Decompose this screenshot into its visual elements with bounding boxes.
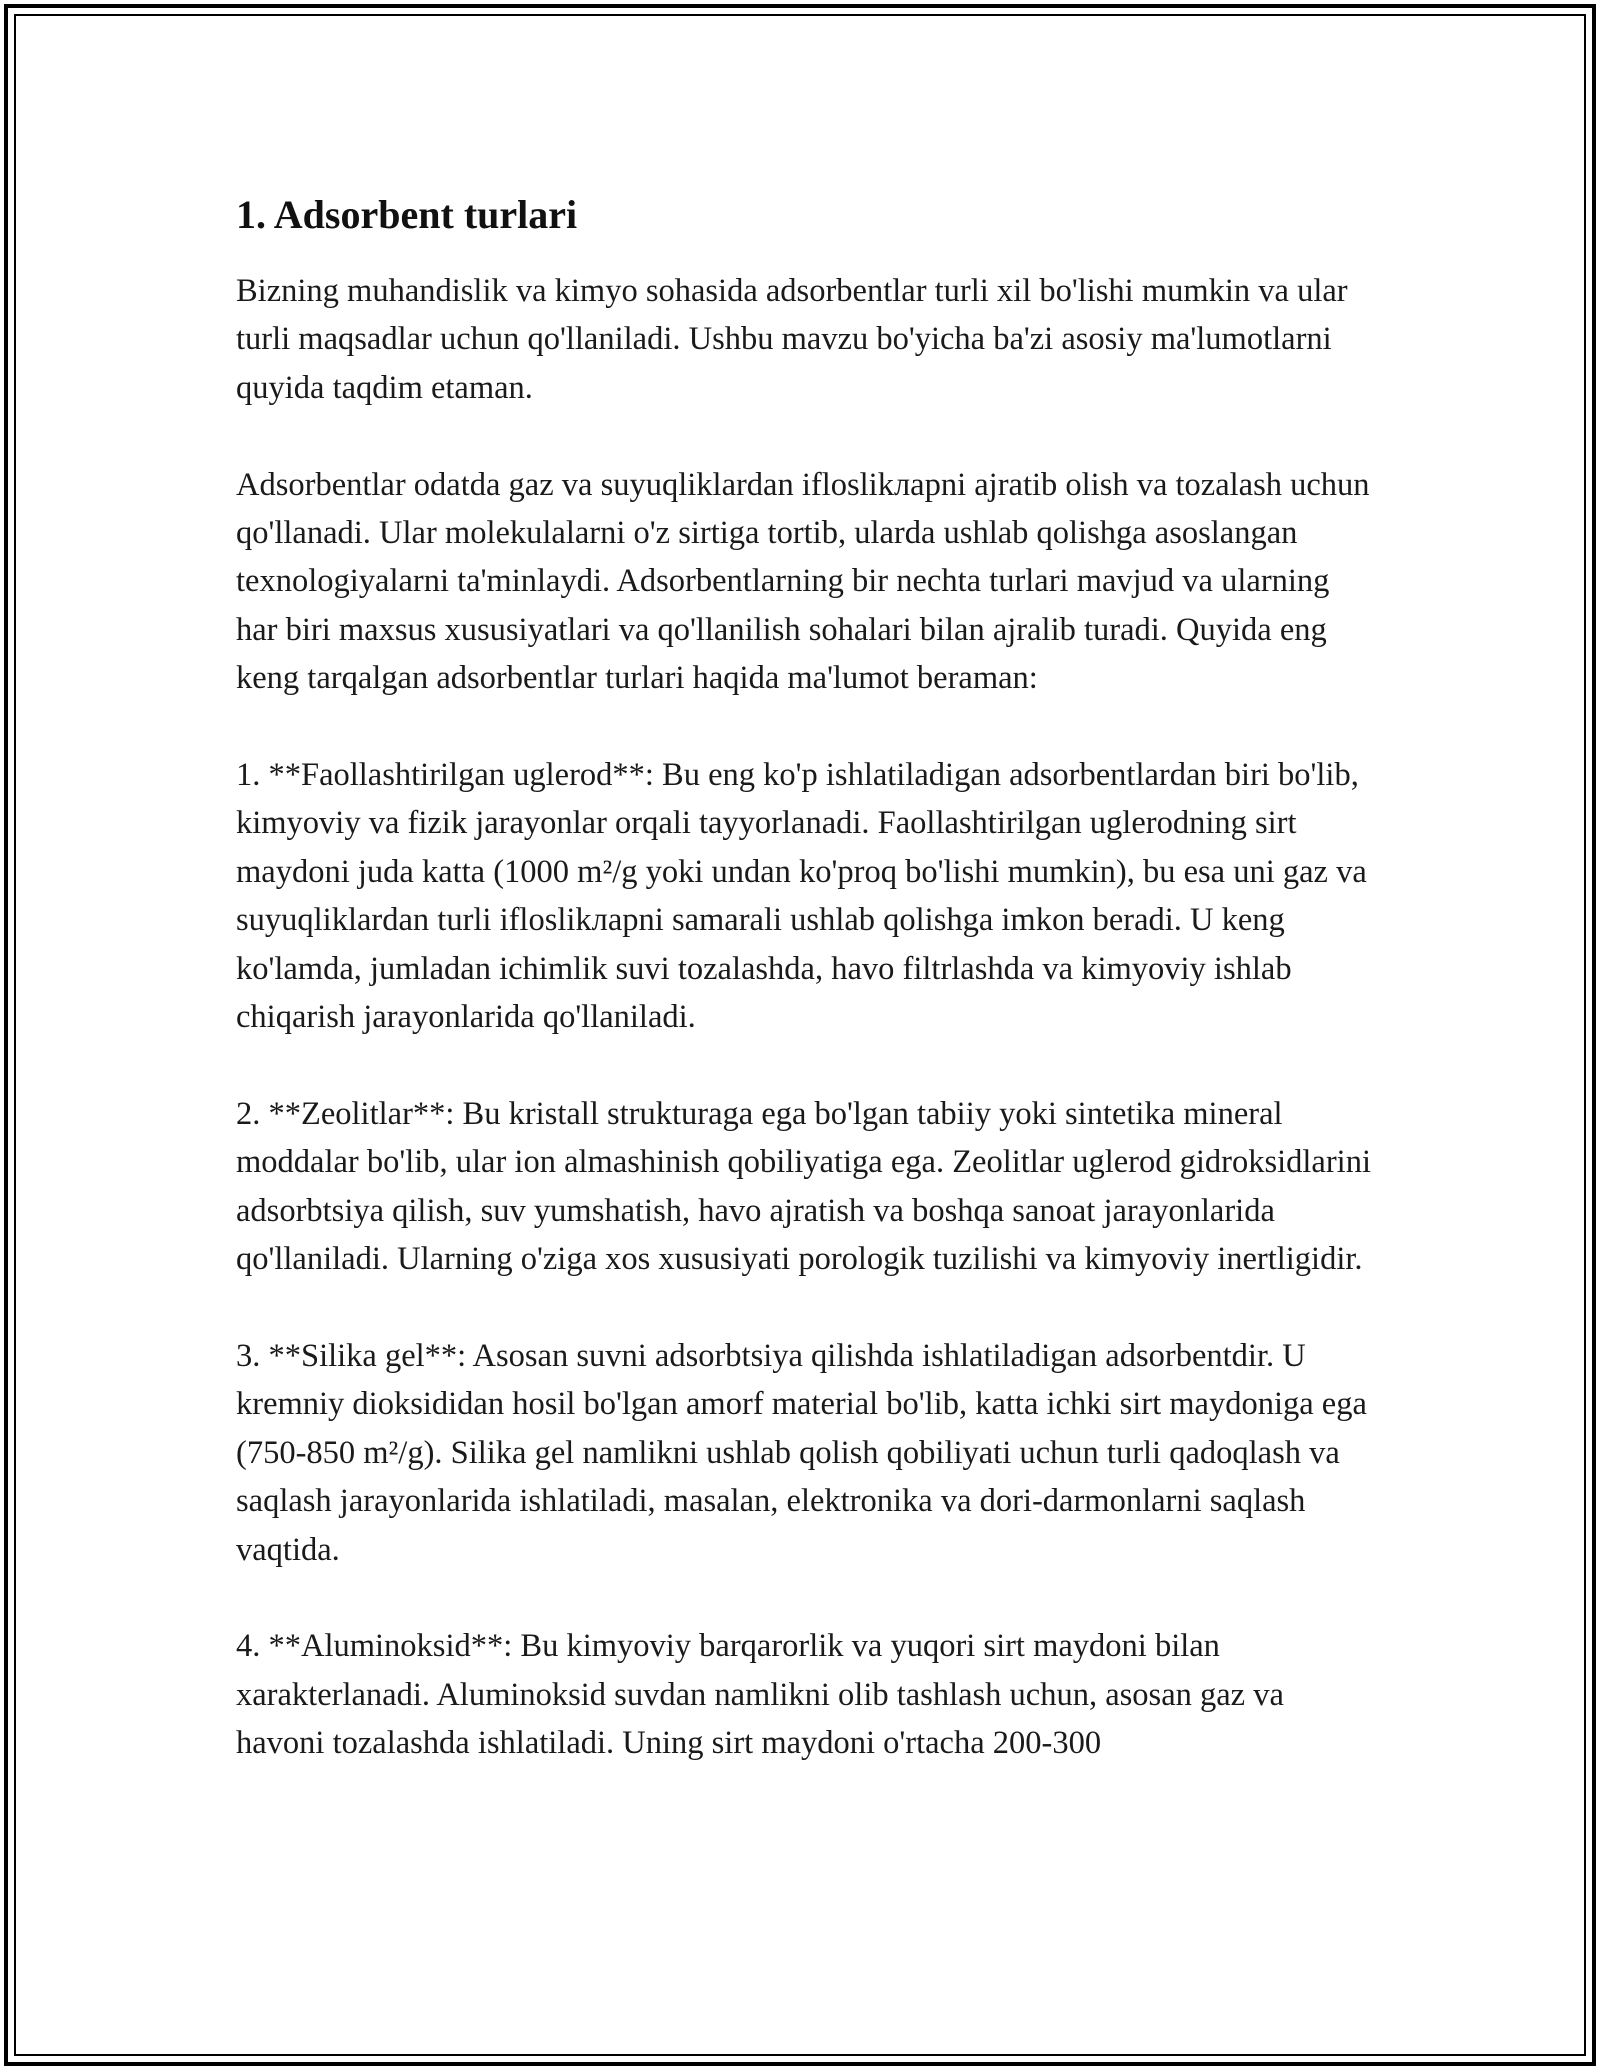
list-item-silica-gel: 3. **Silika gel**: Asosan suvni adsorbtsiya qilishda ishlatiladigan adsorbentdir. U kremniy dioksididan hosil bo'lgan amorf material bo'lib, katta ichki sirt maydoniga ega (750-850 m²/g). Silika gel namlikni ushlab qolish qobiliyati uchun turli qadoqlash va saqlash jarayonlarida ishlatiladi, masalan, elektronika va dori-darmonlarni saqlash vaqtida. [236,1337,1367,1568]
paragraph-overview: Adsorbentlar odatda gaz va suyuqliklardan ifloslikларni ajratib olish va tozalash uchun qo'llanadi. Ular molekulalarni o'z sirtiga tortib, ularda ushlab qolishga asoslangan texnologiyalarni ta'minlaydi. Adsorbentlarning bir nechta turlari mavjud va ularning har biri maxsus xususiyatlari va qo'llanilish sohalari bilan ajralib turadi. Quyida eng keng tarqalgan adsorbentlar turlari haqida ma'lumot beraman: [236,466,1370,697]
list-item-alumina: 4. **Aluminoksid**: Bu kimyoviy barqarorlik va yuqori sirt maydoni bilan xarakterlanadi. Aluminoksid suvdan namlikni olib tashlash uchun, asosan gaz va havoni tozalashda ishlatiladi. Uning sirt maydoni o'rtacha 200-300 [236,1628,1284,1762]
section-heading: 1. Adsorbent turlari [236,192,578,237]
list-item-zeolites: 2. **Zeolitlar**: Bu kristall strukturaga ega bo'lgan tabiiy yoki sintetika mineral moddalar bo'lib, ular ion almashinish qobiliyatiga ega. Zeolitlar uglerod gidroksidlarini adsorbtsiya qilish, suv yumshatish, havo ajratish va boshqa sanoat jarayonlarida qo'llaniladi. Ularning o'ziga xos xususiyati porologik tuzilishi va kimyoviy inertligidir. [236,1095,1371,1278]
document-body [236,182,1376,1816]
paragraph-intro: Bizning muhandislik va kimyo sohasida adsorbentlar turli xil bo'lishi mumkin va ular turli maqsadlar uchun qo'llaniladi. Ushbu mavzu bo'yicha ba'zi asosiy ma'lumotlarni quyida taqdim etaman. [236,273,1348,406]
list-item-activated-carbon: 1. **Faollashtirilgan uglerod**: Bu eng ko'p ishlatiladigan adsorbentlardan biri bo'lib, kimyoviy va fizik jarayonlar orqali tayyorlanadi. Faollashtirilgan uglerodning sirt maydoni juda katta (1000 m²/g yoki undan ko'proq bo'lishi mumkin), bu esa uni gaz va suyuqliklardan turli ifloslikларni samarali ushlab qolishga imkon beradi. U keng ko'lamda, jumladan ichimlik suvi tozalashda, havo filtrlashda va kimyoviy ishlab chiqarish jarayonlarida qo'llaniladi. [236,757,1367,1036]
